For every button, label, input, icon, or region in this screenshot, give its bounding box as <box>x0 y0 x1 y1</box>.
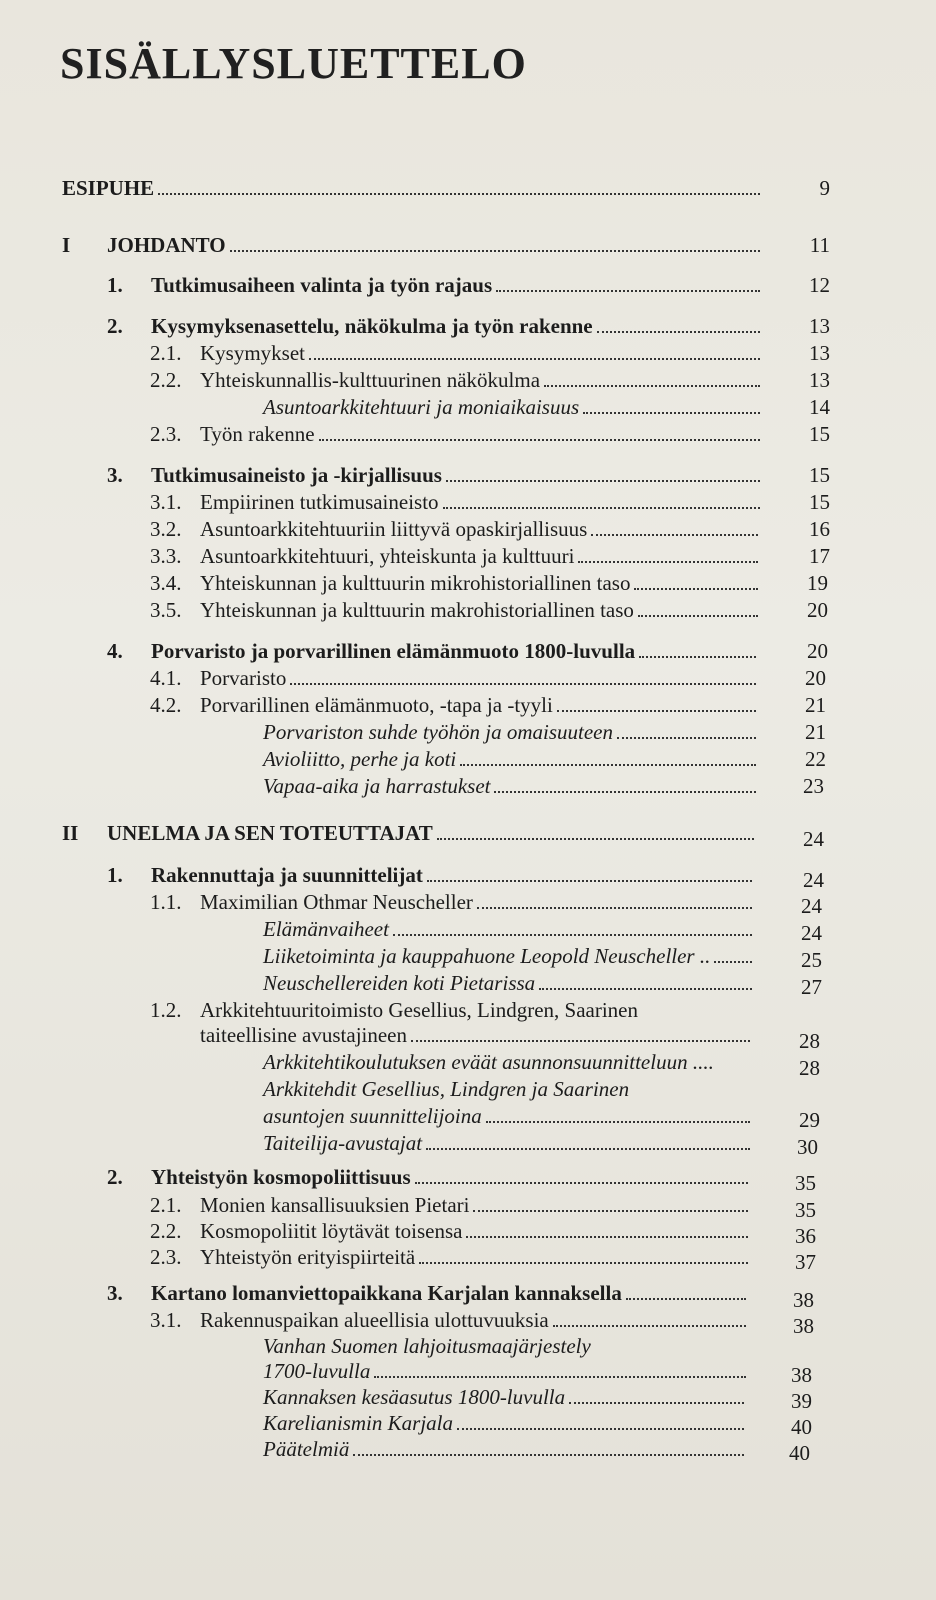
dot-leader <box>415 1181 748 1184</box>
toc-entry <box>150 489 760 515</box>
toc-entry <box>150 1218 748 1244</box>
toc-entry <box>107 1280 746 1306</box>
toc-entry-number: 4.1. <box>150 666 182 690</box>
dot-leader <box>457 1427 744 1430</box>
dot-leader <box>230 249 760 252</box>
toc-entry-page: 23 <box>803 774 824 798</box>
toc-entry-number: 4. <box>107 639 123 663</box>
dot-leader <box>634 587 758 590</box>
toc-entry <box>263 394 760 420</box>
toc-entry <box>263 1130 750 1156</box>
toc-entry-page: 28 <box>799 1029 820 1053</box>
toc-entry <box>263 1410 744 1436</box>
toc-entry-title: Empiirinen tutkimusaineisto <box>200 490 439 514</box>
toc-entry <box>150 543 758 569</box>
toc-entry-page: 24 <box>801 894 822 918</box>
dot-leader <box>473 1209 748 1212</box>
dot-leader <box>446 479 760 482</box>
toc-entry-number: 2.3. <box>150 1245 182 1269</box>
toc-entry-page: 38 <box>793 1288 814 1312</box>
toc-entry-page: 17 <box>809 544 830 568</box>
toc-entry-title: Kysymyksenasettelu, näkökulma ja työn rakenne <box>151 314 593 338</box>
dot-leader <box>626 1297 746 1300</box>
toc-entry <box>150 997 760 1023</box>
toc-entry <box>150 421 760 447</box>
toc-entry-page: 25 <box>801 948 822 972</box>
dot-leader <box>557 709 756 712</box>
toc-entry-title: Monien kansallisuuksien Pietari <box>200 1193 470 1217</box>
toc-entry-title: Kosmopoliitit löytävät toisensa <box>200 1219 463 1243</box>
dot-leader <box>578 560 758 563</box>
toc-entry-title: Arkkitehdit Gesellius, Lindgren ja Saarinen <box>263 1077 630 1101</box>
toc-entry-number: 2.1. <box>150 1193 182 1217</box>
toc-entry <box>263 1049 760 1075</box>
toc-entry-page: 28 <box>799 1056 820 1080</box>
toc-entry-page: 35 <box>795 1198 816 1222</box>
toc-entry <box>150 665 756 691</box>
toc-entry-page: 38 <box>793 1314 814 1338</box>
toc-entry-number: 3. <box>107 463 123 487</box>
toc-entry-page: 40 <box>789 1441 810 1465</box>
toc-entry-page: 36 <box>795 1224 816 1248</box>
toc-entry <box>150 889 752 915</box>
dot-leader <box>477 906 752 909</box>
toc-entry-page: 37 <box>795 1250 816 1274</box>
dot-leader <box>460 763 756 766</box>
toc-entry-title: Yhteistyön erityispiirteitä <box>200 1245 416 1269</box>
dot-leader <box>427 879 752 882</box>
toc-entry-title: JOHDANTO <box>107 233 226 257</box>
toc-entry-title: Neuschellereiden koti Pietarissa <box>263 971 536 995</box>
toc-entry-page: 19 <box>807 571 828 595</box>
dot-leader <box>494 790 756 793</box>
toc-entry-number: II <box>62 821 79 845</box>
toc-entry <box>263 1436 744 1462</box>
toc-entry-title: Porvaristo <box>200 666 287 690</box>
toc-entry-number: 3. <box>107 1281 123 1305</box>
toc-entry-page: 15 <box>809 463 830 487</box>
toc-entry <box>62 175 760 201</box>
toc-entry <box>263 1384 744 1410</box>
toc-entry-number: 3.5. <box>150 598 182 622</box>
toc-entry-title: Kysymykset <box>200 341 305 365</box>
toc-entry <box>107 862 752 888</box>
toc-entry-title: Yhteiskunnallis-kulttuurinen näkökulma <box>200 368 541 392</box>
toc-entry-page: 9 <box>819 176 830 200</box>
toc-entry <box>107 638 756 664</box>
dot-leader <box>591 533 758 536</box>
toc-entry-page: 14 <box>809 395 830 419</box>
toc-entry <box>263 773 756 799</box>
toc-entry <box>200 1022 750 1048</box>
toc-entry <box>150 1307 746 1333</box>
dot-leader <box>374 1375 746 1378</box>
toc-entry-title: Yhteiskunnan ja kulttuurin makrohistoriallinen taso <box>200 598 634 622</box>
toc-entry-title: Kannaksen kesäasutus 1800-luvulla <box>263 1385 566 1409</box>
toc-entry-number: 2. <box>107 1165 123 1189</box>
toc-entry-page: 24 <box>803 827 824 851</box>
toc-entry-title: UNELMA JA SEN TOTEUTTAJAT <box>107 821 433 845</box>
toc-entry-number: 3.4. <box>150 571 182 595</box>
toc-entry-page: 16 <box>809 517 830 541</box>
toc-entry-title: ESIPUHE <box>62 176 155 200</box>
toc-entry-title: Elämänvaiheet <box>263 917 389 941</box>
toc-entry-page: 30 <box>797 1135 818 1159</box>
toc-entry-title: Vanhan Suomen lahjoitusmaajärjestely <box>263 1334 591 1358</box>
toc-entry-page: 15 <box>809 422 830 446</box>
toc-entry-page: 24 <box>801 921 822 945</box>
toc-entry-number: I <box>62 233 71 257</box>
toc-entry <box>150 367 760 393</box>
dot-leader <box>158 192 760 195</box>
toc-entry <box>263 1333 760 1359</box>
toc-entry-title: Rakennuttaja ja suunnittelijat <box>151 863 423 887</box>
toc-entry-title: Porvariston suhde työhön ja omaisuuteen <box>263 720 613 744</box>
toc-entry-page: 11 <box>809 233 830 257</box>
dot-leader <box>319 438 760 441</box>
toc-entry <box>62 820 754 846</box>
toc-entry-number: 3.1. <box>150 1308 182 1332</box>
toc-entry <box>150 597 758 623</box>
toc-entry-title: Liiketoiminta ja kauppahuone Leopold Neuscheller .. <box>263 944 711 968</box>
dot-leader <box>553 1324 746 1327</box>
toc-entry-title: taiteellisine avustajineen <box>200 1023 408 1047</box>
toc-entry <box>107 1164 748 1190</box>
toc-entry-title: Työn rakenne <box>200 422 315 446</box>
toc-entry <box>263 970 752 996</box>
dot-leader <box>639 655 756 658</box>
toc-entry-number: 2.2. <box>150 1219 182 1243</box>
toc-entry <box>263 943 752 969</box>
dot-leader <box>290 682 756 685</box>
toc-entry-page: 29 <box>799 1108 820 1132</box>
dot-leader <box>597 330 760 333</box>
toc-entry-number: 4.2. <box>150 693 182 717</box>
dot-leader <box>419 1261 748 1264</box>
toc-entry-page: 38 <box>791 1363 812 1387</box>
toc-entry-number: 2. <box>107 314 123 338</box>
toc-entry-title: Yhteistyön kosmopoliittisuus <box>151 1165 411 1189</box>
toc-entry <box>263 719 756 745</box>
toc-entry-title: Avioliitto, perhe ja koti <box>263 747 457 771</box>
page-title: SISÄLLYSLUETTELO <box>60 39 527 88</box>
toc-entry-number: 2.3. <box>150 422 182 446</box>
dot-leader <box>583 411 760 414</box>
dot-leader <box>426 1147 750 1150</box>
toc-entry-title: Vapaa-aika ja harrastukset <box>263 774 491 798</box>
toc-entry-title: 1700-luvulla <box>263 1359 371 1383</box>
toc-entry-number: 2.2. <box>150 368 182 392</box>
toc-entry-number: 1. <box>107 863 123 887</box>
toc-entry-title: Arkkitehtuuritoimisto Gesellius, Lindgren, Saarinen <box>200 998 639 1022</box>
toc-entry-page: 35 <box>795 1171 816 1195</box>
toc-entry-page: 40 <box>791 1415 812 1439</box>
toc-entry-title: Porvaristo ja porvarillinen elämänmuoto 1800-luvulla <box>151 639 636 663</box>
toc-entry <box>150 1244 748 1270</box>
toc-entry-page: 39 <box>791 1389 812 1413</box>
dot-leader <box>437 837 754 840</box>
toc-entry-page: 21 <box>805 693 826 717</box>
toc-entry-page: 20 <box>807 598 828 622</box>
toc-entry <box>263 916 752 942</box>
toc-entry <box>150 340 760 366</box>
dot-leader <box>569 1401 744 1404</box>
dot-leader <box>539 987 752 990</box>
toc-entry-title: Arkkitehtikoulutuksen eväät asunnonsuunnitteluun .... <box>263 1050 714 1074</box>
dot-leader <box>486 1120 750 1123</box>
dot-leader <box>714 960 752 963</box>
toc-entry-page: 22 <box>805 747 826 771</box>
toc-entry-title: Taiteilija-avustajat <box>263 1131 423 1155</box>
dot-leader <box>393 933 752 936</box>
toc-entry-title: Päätelmiä <box>263 1437 350 1461</box>
toc-entry-title: asuntojen suunnittelijoina <box>263 1104 482 1128</box>
toc-entry <box>150 516 758 542</box>
toc-entry-page: 13 <box>809 341 830 365</box>
toc-entry-page: 13 <box>809 368 830 392</box>
toc-entry-title: Maximilian Othmar Neuscheller <box>200 890 473 914</box>
toc-entry-number: 1. <box>107 273 123 297</box>
toc-entry-page: 20 <box>807 639 828 663</box>
toc-entry-page: 20 <box>805 666 826 690</box>
toc-entry <box>150 1192 748 1218</box>
dot-leader <box>544 384 760 387</box>
toc-entry-title: Tutkimusaiheen valinta ja työn rajaus <box>151 273 493 297</box>
toc-entry-page: 27 <box>801 975 822 999</box>
toc-entry-number: 3.3. <box>150 544 182 568</box>
dot-leader <box>443 506 760 509</box>
toc-entry <box>107 462 760 488</box>
toc-entry-page: 13 <box>809 314 830 338</box>
toc-entry-title: Asuntoarkkitehtuuri, yhteiskunta ja kulttuuri <box>200 544 575 568</box>
toc-entry-title: Yhteiskunnan ja kulttuurin mikrohistoriallinen taso <box>200 571 631 595</box>
toc-entry-number: 2.1. <box>150 341 182 365</box>
dot-leader <box>466 1235 748 1238</box>
toc-entry-number: 1.2. <box>150 998 182 1022</box>
toc-entry-title: Porvarillinen elämänmuoto, -tapa ja -tyyli <box>200 693 553 717</box>
toc-entry-title: Rakennuspaikan alueellisia ulottuvuuksia <box>200 1308 549 1332</box>
toc-entry-title: Tutkimusaineisto ja -kirjallisuus <box>151 463 442 487</box>
toc-entry <box>150 570 758 596</box>
toc-entry-number: 3.1. <box>150 490 182 514</box>
toc-entry-number: 1.1. <box>150 890 182 914</box>
toc-entry-page: 21 <box>805 720 826 744</box>
toc-entry <box>263 746 756 772</box>
dot-leader <box>353 1453 744 1456</box>
toc-entry <box>150 692 756 718</box>
toc-entry-title: Asuntoarkkitehtuuri ja moniaikaisuus <box>263 395 580 419</box>
toc-entry <box>62 232 760 258</box>
toc-entry <box>107 272 760 298</box>
toc-entry-page: 15 <box>809 490 830 514</box>
toc-entry-number: 3.2. <box>150 517 182 541</box>
dot-leader <box>496 289 760 292</box>
toc-entry <box>263 1358 746 1384</box>
toc-entry-title: Asuntoarkkitehtuuriin liittyvä opaskirjallisuus <box>200 517 588 541</box>
dot-leader <box>617 736 756 739</box>
dot-leader <box>411 1039 750 1042</box>
toc-entry <box>107 313 760 339</box>
dot-leader <box>638 614 758 617</box>
toc-entry-page: 24 <box>803 868 824 892</box>
toc-entry-title: Kartano lomanviettopaikkana Karjalan kannaksella <box>151 1281 622 1305</box>
toc-entry <box>263 1076 760 1102</box>
toc-entry-page: 12 <box>809 273 830 297</box>
toc-entry-title: Karelianismin Karjala <box>263 1411 453 1435</box>
dot-leader <box>309 357 760 360</box>
toc-entry <box>263 1103 750 1129</box>
